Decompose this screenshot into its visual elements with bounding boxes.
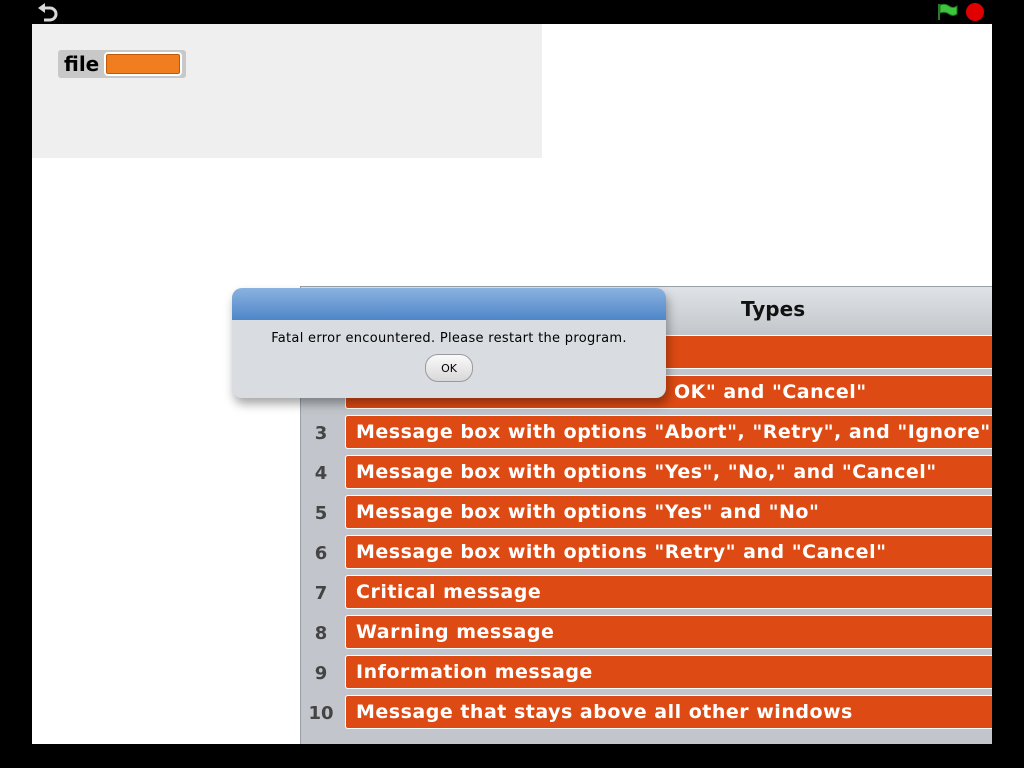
row-index: 4 (314, 462, 328, 484)
list-item (301, 693, 992, 733)
list-item (301, 533, 992, 573)
row-cell[interactable]: Message box with options "Yes" and "No" (345, 495, 992, 529)
watcher-label: file (64, 52, 100, 76)
list-item (301, 653, 992, 693)
row-text: OK" and "Cancel" (674, 381, 867, 403)
row-index: 5 (314, 502, 328, 524)
variable-watcher[interactable] (58, 50, 186, 78)
row-index: 8 (314, 622, 328, 644)
row-index: 7 (314, 582, 328, 604)
row-cell[interactable]: Critical message (345, 575, 992, 609)
row-index: 3 (314, 422, 328, 444)
row-cell[interactable]: Message box with options "Abort", "Retry", and "Ignore" (345, 415, 992, 449)
row-index: 9 (314, 662, 328, 684)
variable-area (32, 24, 542, 158)
watcher-value (104, 52, 182, 76)
top-bar (0, 0, 1024, 24)
list-item (301, 613, 992, 653)
row-cell[interactable]: Warning message (345, 615, 992, 649)
list-item (301, 493, 992, 533)
row-cell[interactable]: Message that stays above all other windows (345, 695, 992, 729)
list-header-title: Types (741, 297, 806, 321)
row-cell[interactable]: Message box with options "Retry" and "Cancel" (345, 535, 992, 569)
row-index: 6 (314, 542, 328, 564)
error-dialog (232, 288, 666, 398)
list-item (301, 413, 992, 453)
row-index: 10 (308, 702, 334, 724)
list-item (301, 573, 992, 613)
ok-button[interactable]: OK (425, 354, 473, 382)
dialog-title-bar[interactable] (232, 288, 666, 320)
back-arrow-icon[interactable] (36, 2, 60, 22)
dialog-message: Fatal error encountered. Please restart the program. (271, 331, 627, 346)
list-item (301, 453, 992, 493)
row-cell[interactable]: Message box with options "Yes", "No," and "Cancel" (345, 455, 992, 489)
row-cell[interactable]: Information message (345, 655, 992, 689)
stop-sign-icon[interactable] (966, 3, 984, 21)
green-flag-icon[interactable] (936, 3, 958, 21)
